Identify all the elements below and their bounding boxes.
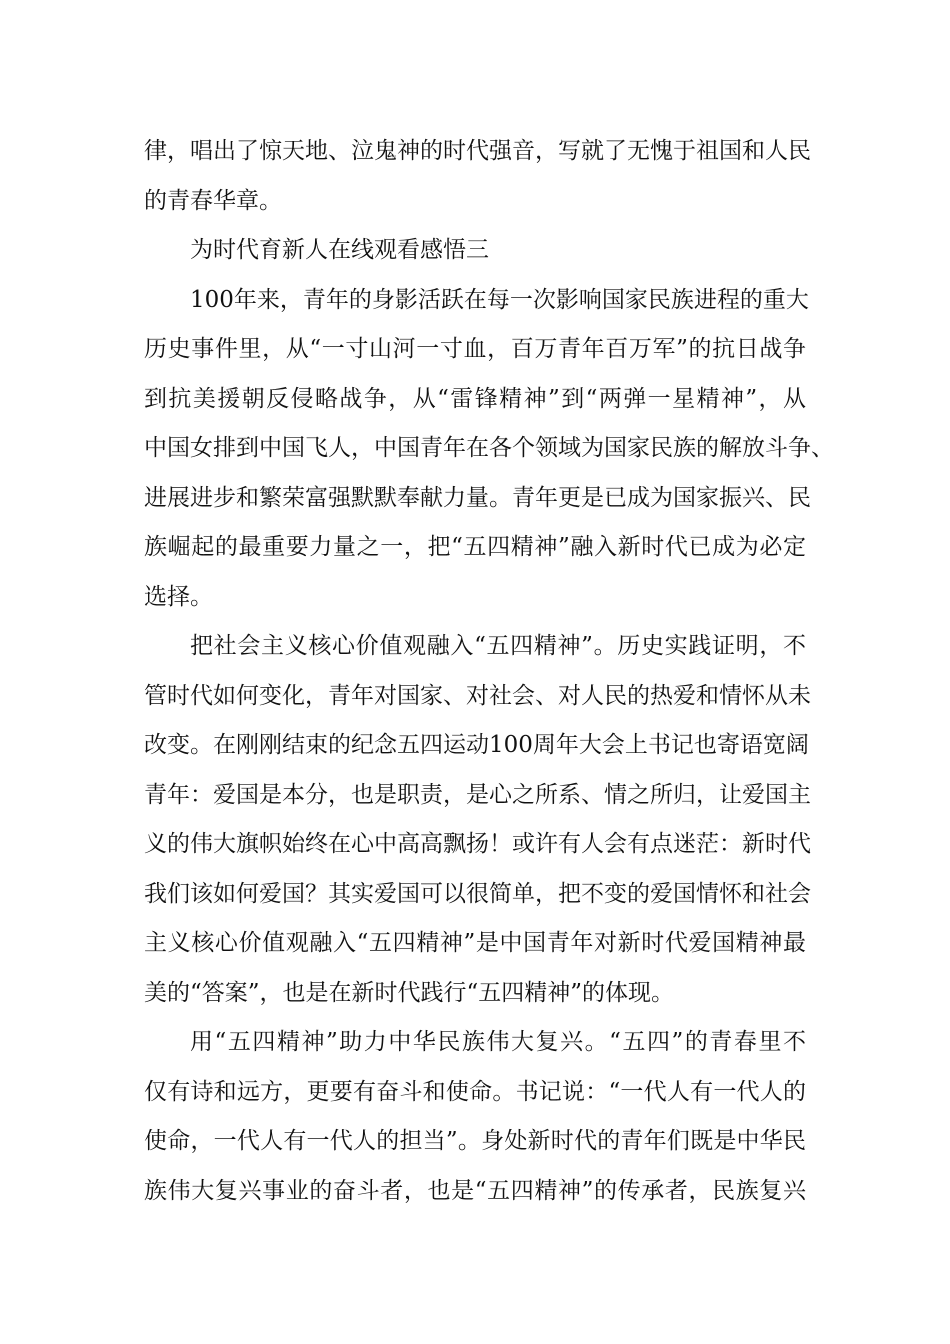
text-line: 仅有诗和远方，更要有奋斗和使命。书记说：“一代人有一代人的 bbox=[144, 1078, 806, 1105]
paragraph-first-line: 用“五四精神”助力中华民族伟大复兴。“五四”的青春里不 bbox=[190, 1029, 806, 1055]
body-text bbox=[144, 127, 834, 1216]
text-line: 选择。 bbox=[144, 583, 213, 610]
text-line: 改变。在刚刚结束的纪念五四运动100周年大会上书记也寄语宽阔 bbox=[144, 732, 809, 758]
text-line: 历史事件里，从“一寸山河一寸血，百万青年百万军”的抗日战争 bbox=[144, 336, 806, 362]
text-line: 到抗美援朝反侵略战争，从“雷锋精神”到“两弹一星精神”，从 bbox=[144, 385, 806, 412]
paragraph-first-line: 100年来，青年的身影活跃在每一次影响国家民族进程的重大 bbox=[190, 286, 809, 313]
paragraph-first-line: 把社会主义核心价值观融入“五四精神”。历史实践证明，不 bbox=[190, 633, 806, 659]
text-line: 使命，一代人有一代人的担当”。身处新时代的青年们既是中华民 bbox=[144, 1128, 806, 1154]
text-line: 义的伟大旗帜始终在心中高高飘扬！或许有人会有点迷茫：新时代 bbox=[144, 831, 811, 857]
text-line: 族伟大复兴事业的奋斗者，也是“五四精神”的传承者，民族复兴 bbox=[144, 1177, 806, 1204]
text-line: 青年：爱国是本分，也是职责，是心之所系、情之所归，让爱国主 bbox=[144, 781, 811, 808]
text-line: 中国女排到中国飞人，中国青年在各个领域为国家民族的解放斗争、 bbox=[144, 435, 834, 461]
paragraph-first-line: 为时代育新人在线观看感悟三 bbox=[190, 237, 489, 263]
text-line: 美的“答案”，也是在新时代践行“五四精神”的体现。 bbox=[144, 979, 675, 1006]
text-line: 的青春华章。 bbox=[144, 187, 282, 214]
text-line: 主义核心价值观融入“五四精神”是中国青年对新时代爱国精神最 bbox=[144, 930, 806, 956]
text-line: 进展进步和繁荣富强默默奉献力量。青年更是已成为国家振兴、民 bbox=[144, 484, 811, 511]
text-line: 律，唱出了惊天地、泣鬼神的时代强音，写就了无愧于祖国和人民 bbox=[144, 138, 811, 164]
text-line: 我们该如何爱国？其实爱国可以很简单，把不变的爱国情怀和社会 bbox=[144, 880, 811, 907]
text-line: 管时代如何变化，青年对国家、对社会、对人民的热爱和情怀从未 bbox=[144, 682, 811, 709]
text-line: 族崛起的最重要力量之一，把“五四精神”融入新时代已成为必定 bbox=[144, 534, 806, 560]
